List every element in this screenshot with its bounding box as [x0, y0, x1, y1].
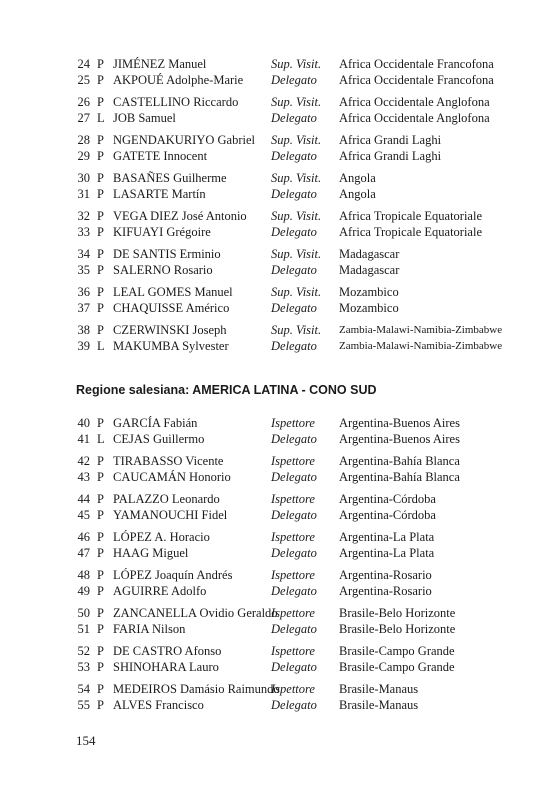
table-row: [76, 94, 516, 110]
table-row: [76, 338, 516, 354]
entry-number: 51: [77, 622, 90, 636]
member-list-africa: [76, 56, 516, 354]
entry-status: P: [97, 492, 104, 506]
entry-role: Ispettore: [271, 568, 315, 582]
entry-region: Angola: [339, 171, 376, 185]
entry-region: Brasile-Belo Horizonte: [339, 622, 456, 636]
entry-name: JOB Samuel: [113, 111, 176, 125]
entry-status: P: [97, 73, 104, 87]
entry-role: Ispettore: [271, 606, 315, 620]
entry-group: [76, 246, 516, 278]
entry-number: 34: [77, 247, 90, 261]
entry-name: GARCÍA Fabián: [113, 416, 198, 430]
entry-status: P: [97, 546, 104, 560]
entry-status: P: [97, 247, 104, 261]
entry-role: Delegato: [271, 73, 317, 87]
entry-region: Argentina-La Plata: [339, 530, 435, 544]
entry-name: VEGA DIEZ José Antonio: [113, 209, 247, 223]
entry-name: CASTELLINO Riccardo: [113, 95, 239, 109]
entry-group: [76, 415, 516, 447]
entry-region: Argentina-Bahía Blanca: [339, 454, 460, 468]
entry-number: 35: [77, 263, 90, 277]
entry-number: 30: [77, 171, 90, 185]
entry-number: 54: [77, 682, 90, 696]
entry-role: Delegato: [271, 470, 317, 484]
entry-group: [76, 567, 516, 599]
entry-status: P: [97, 285, 104, 299]
entry-name: YAMANOUCHI Fidel: [113, 508, 228, 522]
entry-status: P: [97, 470, 104, 484]
table-row: [76, 621, 516, 637]
entry-group: [76, 491, 516, 523]
table-row: [76, 110, 516, 126]
entry-role: Delegato: [271, 263, 317, 277]
entry-role: Sup. Visit.: [271, 171, 322, 185]
entry-status: P: [97, 530, 104, 544]
entry-role: Sup. Visit.: [271, 323, 322, 337]
table-row: [76, 529, 516, 545]
entry-region: Argentina-Buenos Aires: [339, 432, 460, 446]
entry-role: Sup. Visit.: [271, 57, 322, 71]
entry-name: LASARTE Martín: [113, 187, 206, 201]
entry-status: P: [97, 416, 104, 430]
entry-status: P: [97, 171, 104, 185]
entry-name: CHAQUISSE Américo: [113, 301, 230, 315]
entry-region: Madagascar: [339, 247, 400, 261]
entry-group: [76, 681, 516, 713]
table-row: [76, 415, 516, 431]
entry-number: 24: [77, 57, 90, 71]
entry-name: LÓPEZ Joaquín Andrés: [113, 568, 233, 582]
entry-region: Argentina-Córdoba: [339, 508, 436, 522]
table-row: [76, 262, 516, 278]
entry-number: 42: [77, 454, 90, 468]
entry-number: 29: [77, 149, 90, 163]
entry-number: 45: [77, 508, 90, 522]
entry-name: CAUCAMÁN Honorio: [113, 470, 231, 484]
entry-role: Ispettore: [271, 492, 315, 506]
entry-status: P: [97, 263, 104, 277]
entry-group: [76, 208, 516, 240]
entry-status: P: [97, 660, 104, 674]
entry-region: Argentina-Córdoba: [339, 492, 436, 506]
table-row: [76, 643, 516, 659]
entry-status: L: [97, 339, 105, 353]
entry-number: 52: [77, 644, 90, 658]
entry-number: 28: [77, 133, 90, 147]
table-row: [76, 491, 516, 507]
entry-region: Brasile-Belo Horizonte: [339, 606, 456, 620]
entry-number: 26: [77, 95, 90, 109]
table-row: [76, 72, 516, 88]
entry-role: Sup. Visit.: [271, 95, 322, 109]
table-row: [76, 583, 516, 599]
table-row: [76, 186, 516, 202]
table-row: [76, 148, 516, 164]
entry-name: AGUIRRE Adolfo: [113, 584, 207, 598]
table-row: [76, 208, 516, 224]
table-row: [76, 56, 516, 72]
entry-role: Delegato: [271, 225, 317, 239]
table-row: [76, 322, 516, 338]
entry-number: 43: [77, 470, 90, 484]
entry-name: SHINOHARA Lauro: [113, 660, 219, 674]
entry-role: Delegato: [271, 432, 317, 446]
entry-region: Zambia-Malawi-Namibia-Zimbabwe: [339, 340, 503, 352]
table-row: [76, 507, 516, 523]
page-number: 154: [76, 733, 96, 748]
entry-role: Delegato: [271, 111, 317, 125]
entry-name: FARIA Nilson: [113, 622, 186, 636]
entry-role: Delegato: [271, 622, 317, 636]
entry-region: Africa Occidentale Anglofona: [339, 111, 490, 125]
entry-role: Delegato: [271, 698, 317, 712]
entry-name: TIRABASSO Vicente: [113, 454, 224, 468]
section-heading: Regione salesiana: AMERICA LATINA - CONO SUD: [76, 383, 377, 397]
entry-role: Ispettore: [271, 644, 315, 658]
entry-role: Delegato: [271, 301, 317, 315]
entry-number: 39: [77, 339, 90, 353]
entry-name: GATETE Innocent: [113, 149, 208, 163]
entry-region: Brasile-Campo Grande: [339, 644, 455, 658]
entry-region: Africa Occidentale Francofona: [339, 73, 494, 87]
entry-role: Delegato: [271, 546, 317, 560]
entry-region: Argentina-Rosario: [339, 584, 432, 598]
entry-name: MEDEIROS Damásio Raimundo: [113, 682, 280, 696]
entry-name: ALVES Francisco: [113, 698, 204, 712]
entry-status: P: [97, 209, 104, 223]
entry-role: Sup. Visit.: [271, 285, 322, 299]
entry-status: P: [97, 187, 104, 201]
table-row: [76, 224, 516, 240]
entry-region: Africa Occidentale Francofona: [339, 57, 494, 71]
entry-name: DE SANTIS Erminio: [113, 247, 221, 261]
entry-status: P: [97, 508, 104, 522]
entry-number: 47: [77, 546, 90, 560]
entry-region: Zambia-Malawi-Namibia-Zimbabwe: [339, 324, 503, 336]
entry-role: Delegato: [271, 660, 317, 674]
entry-status: P: [97, 698, 104, 712]
entry-role: Delegato: [271, 584, 317, 598]
entry-role: Sup. Visit.: [271, 133, 322, 147]
entry-role: Sup. Visit.: [271, 247, 322, 261]
entry-number: 31: [77, 187, 90, 201]
entry-name: ZANCANELLA Ovidio Geraldo: [113, 606, 278, 620]
entry-number: 53: [77, 660, 90, 674]
entry-status: P: [97, 323, 104, 337]
entry-group: [76, 94, 516, 126]
entry-role: Ispettore: [271, 454, 315, 468]
entry-region: Argentina-Bahía Blanca: [339, 470, 460, 484]
entry-status: P: [97, 133, 104, 147]
table-row: [76, 284, 516, 300]
entry-status: P: [97, 95, 104, 109]
table-row: [76, 567, 516, 583]
entry-region: Argentina-La Plata: [339, 546, 435, 560]
entry-status: P: [97, 57, 104, 71]
table-row: [76, 697, 516, 713]
table-row: [76, 605, 516, 621]
entry-group: [76, 529, 516, 561]
entry-region: Africa Grandi Laghi: [339, 149, 442, 163]
entry-number: 38: [77, 323, 90, 337]
entry-number: 55: [77, 698, 90, 712]
entry-status: P: [97, 149, 104, 163]
entry-region: Brasile-Manaus: [339, 698, 419, 712]
entry-number: 44: [77, 492, 90, 506]
entry-group: [76, 643, 516, 675]
table-row: [76, 132, 516, 148]
entry-status: P: [97, 606, 104, 620]
table-row: [76, 300, 516, 316]
entry-number: 36: [77, 285, 90, 299]
entry-group: [76, 322, 516, 354]
entry-group: [76, 453, 516, 485]
table-row: [76, 431, 516, 447]
entry-number: 48: [77, 568, 90, 582]
entry-number: 27: [77, 111, 90, 125]
entry-region: Angola: [339, 187, 376, 201]
entry-number: 40: [77, 416, 90, 430]
entry-name: MAKUMBA Sylvester: [113, 339, 229, 353]
entry-name: LÓPEZ A. Horacio: [113, 530, 210, 544]
entry-region: Argentina-Buenos Aires: [339, 416, 460, 430]
entry-number: 41: [77, 432, 90, 446]
entry-role: Ispettore: [271, 416, 315, 430]
entry-name: KIFUAYI Grégoire: [113, 225, 211, 239]
entry-number: 32: [77, 209, 90, 223]
entry-region: Brasile-Campo Grande: [339, 660, 455, 674]
entry-region: Brasile-Manaus: [339, 682, 419, 696]
member-list-cono-sud: [76, 415, 516, 713]
entry-group: [76, 284, 516, 316]
entry-name: BASAÑES Guilherme: [113, 171, 227, 185]
entry-group: [76, 132, 516, 164]
entry-name: LEAL GOMES Manuel: [113, 285, 233, 299]
entry-status: P: [97, 454, 104, 468]
entry-region: Africa Occidentale Anglofona: [339, 95, 490, 109]
entry-role: Ispettore: [271, 682, 315, 696]
entry-role: Delegato: [271, 508, 317, 522]
entry-group: [76, 605, 516, 637]
entry-region: Argentina-Rosario: [339, 568, 432, 582]
entry-status: P: [97, 568, 104, 582]
table-row: [76, 469, 516, 485]
entry-number: 50: [77, 606, 90, 620]
entry-region: Mozambico: [339, 285, 399, 299]
entry-name: CZERWINSKI Joseph: [113, 323, 227, 337]
entry-name: DE CASTRO Afonso: [113, 644, 222, 658]
entry-name: JIMÉNEZ Manuel: [113, 57, 207, 71]
entry-status: P: [97, 301, 104, 315]
table-row: [76, 453, 516, 469]
table-row: [76, 681, 516, 697]
entry-group: [76, 56, 516, 88]
entry-status: P: [97, 225, 104, 239]
entry-region: Africa Tropicale Equatoriale: [339, 209, 483, 223]
entry-name: HAAG Miguel: [113, 546, 189, 560]
entry-number: 33: [77, 225, 90, 239]
entry-number: 25: [77, 73, 90, 87]
entry-status: P: [97, 584, 104, 598]
entry-status: L: [97, 111, 105, 125]
entry-region: Africa Grandi Laghi: [339, 133, 442, 147]
entry-role: Ispettore: [271, 530, 315, 544]
entry-name: PALAZZO Leonardo: [113, 492, 220, 506]
entry-name: AKPOUÉ Adolphe-Marie: [113, 73, 244, 87]
entry-number: 37: [77, 301, 90, 315]
entry-region: Madagascar: [339, 263, 400, 277]
entry-role: Delegato: [271, 339, 317, 353]
entry-role: Sup. Visit.: [271, 209, 322, 223]
entry-number: 49: [77, 584, 90, 598]
entry-group: [76, 170, 516, 202]
entry-status: P: [97, 644, 104, 658]
entry-status: P: [97, 682, 104, 696]
entry-region: Mozambico: [339, 301, 399, 315]
entry-name: NGENDAKURIYO Gabriel: [113, 133, 255, 147]
entry-role: Delegato: [271, 149, 317, 163]
entry-number: 46: [77, 530, 90, 544]
entry-region: Africa Tropicale Equatoriale: [339, 225, 483, 239]
table-row: [76, 170, 516, 186]
table-row: [76, 246, 516, 262]
entry-name: SALERNO Rosario: [113, 263, 213, 277]
table-row: [76, 545, 516, 561]
entry-status: P: [97, 622, 104, 636]
entry-status: L: [97, 432, 105, 446]
entry-name: CEJAS Guillermo: [113, 432, 205, 446]
entry-role: Delegato: [271, 187, 317, 201]
table-row: [76, 659, 516, 675]
